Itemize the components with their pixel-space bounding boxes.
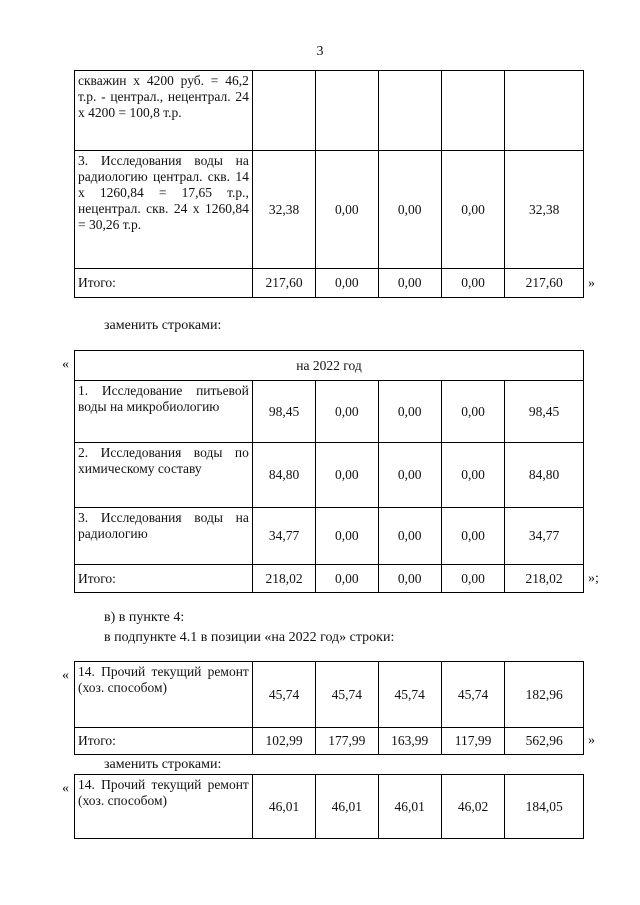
value-cell: 218,02 bbox=[252, 565, 315, 593]
value-cell: 163,99 bbox=[378, 728, 441, 755]
opening-quote: « bbox=[62, 357, 69, 372]
value-cell: 562,96 bbox=[505, 728, 584, 755]
value-cell: 0,00 bbox=[378, 443, 441, 508]
row-description: 2. Исследования воды по химическому составу bbox=[75, 443, 253, 508]
opening-quote: « bbox=[62, 668, 69, 683]
year-header: на 2022 год bbox=[75, 351, 584, 381]
value-cell: 0,00 bbox=[378, 381, 441, 443]
value-cell: 45,74 bbox=[441, 662, 504, 728]
value-cell: 182,96 bbox=[505, 662, 584, 728]
subsection-text: в подпункте 4.1 в позиции «на 2022 год» строки: bbox=[104, 630, 395, 645]
value-cell: 0,00 bbox=[441, 381, 504, 443]
value-cell: 46,01 bbox=[252, 775, 315, 839]
total-label: Итого: bbox=[75, 269, 253, 298]
value-cell: 217,60 bbox=[505, 269, 584, 298]
row-description: скважин х 4200 руб. = 46,2 т.р. - централ., нецентрал. 24 х 4200 = 100,8 т.р. bbox=[75, 71, 253, 151]
total-label: Итого: bbox=[75, 565, 253, 593]
value-cell: 0,00 bbox=[378, 508, 441, 565]
value-cell: 98,45 bbox=[252, 381, 315, 443]
replace-instruction: заменить строками: bbox=[104, 318, 222, 333]
table-row bbox=[75, 662, 584, 728]
row-description: 1. Исследование питьевой воды на микробиологию bbox=[75, 381, 253, 443]
row-description: 14. Прочий текущий ремонт (хоз. способом) bbox=[75, 662, 253, 728]
value-cell: 0,00 bbox=[441, 565, 504, 593]
value-cell: 0,00 bbox=[441, 269, 504, 298]
value-cell: 46,01 bbox=[378, 775, 441, 839]
page-number: 3 bbox=[316, 44, 324, 59]
table-4 bbox=[74, 774, 584, 839]
table-row bbox=[75, 381, 584, 443]
value-cell: 0,00 bbox=[441, 443, 504, 508]
row-description: 3. Исследования воды на радиологию централ. скв. 14 х 1260,84 = 17,65 т.р., нецентрал. скв. 24 х 1260,84 = 30,26 т.р. bbox=[75, 151, 253, 269]
value-cell: 0,00 bbox=[378, 151, 441, 269]
total-label: Итого: bbox=[75, 728, 253, 755]
value-cell: 0,00 bbox=[378, 269, 441, 298]
value-cell: 177,99 bbox=[316, 728, 378, 755]
value-cell: 32,38 bbox=[505, 151, 584, 269]
value-cell bbox=[505, 71, 584, 151]
value-cell: 45,74 bbox=[252, 662, 315, 728]
row-description: 14. Прочий текущий ремонт (хоз. способом) bbox=[75, 775, 253, 839]
value-cell: 0,00 bbox=[441, 508, 504, 565]
table-3 bbox=[74, 661, 584, 755]
value-cell: 0,00 bbox=[441, 151, 504, 269]
closing-quote: » bbox=[588, 733, 595, 748]
table-1 bbox=[74, 70, 584, 298]
table-2 bbox=[74, 350, 584, 593]
value-cell: 34,77 bbox=[505, 508, 584, 565]
value-cell: 46,02 bbox=[441, 775, 504, 839]
table-header-row bbox=[75, 351, 584, 381]
value-cell: 84,80 bbox=[252, 443, 315, 508]
value-cell bbox=[252, 71, 315, 151]
value-cell bbox=[441, 71, 504, 151]
value-cell: 0,00 bbox=[316, 269, 378, 298]
value-cell: 0,00 bbox=[378, 565, 441, 593]
closing-quote: » bbox=[588, 276, 595, 291]
total-row bbox=[75, 565, 584, 593]
value-cell bbox=[316, 71, 378, 151]
value-cell: 0,00 bbox=[316, 381, 378, 443]
value-cell: 0,00 bbox=[316, 151, 378, 269]
value-cell: 84,80 bbox=[505, 443, 584, 508]
subsection-heading: в) в пункте 4: bbox=[104, 610, 185, 625]
replace-instruction: заменить строками: bbox=[104, 757, 222, 772]
table-row bbox=[75, 443, 584, 508]
value-cell: 0,00 bbox=[316, 443, 378, 508]
value-cell: 218,02 bbox=[505, 565, 584, 593]
value-cell: 102,99 bbox=[252, 728, 315, 755]
closing-quote: »; bbox=[588, 571, 599, 586]
total-row bbox=[75, 728, 584, 755]
value-cell: 117,99 bbox=[441, 728, 504, 755]
value-cell: 0,00 bbox=[316, 565, 378, 593]
value-cell: 0,00 bbox=[316, 508, 378, 565]
value-cell: 98,45 bbox=[505, 381, 584, 443]
value-cell bbox=[378, 71, 441, 151]
value-cell: 34,77 bbox=[252, 508, 315, 565]
table-row bbox=[75, 508, 584, 565]
value-cell: 184,05 bbox=[505, 775, 584, 839]
value-cell: 45,74 bbox=[316, 662, 378, 728]
table-row bbox=[75, 775, 584, 839]
table-row bbox=[75, 151, 584, 269]
value-cell: 46,01 bbox=[316, 775, 378, 839]
opening-quote: « bbox=[62, 781, 69, 796]
value-cell: 45,74 bbox=[378, 662, 441, 728]
value-cell: 32,38 bbox=[252, 151, 315, 269]
row-description: 3. Исследования воды на радиологию bbox=[75, 508, 253, 565]
value-cell: 217,60 bbox=[252, 269, 315, 298]
total-row bbox=[75, 269, 584, 298]
table-row bbox=[75, 71, 584, 151]
